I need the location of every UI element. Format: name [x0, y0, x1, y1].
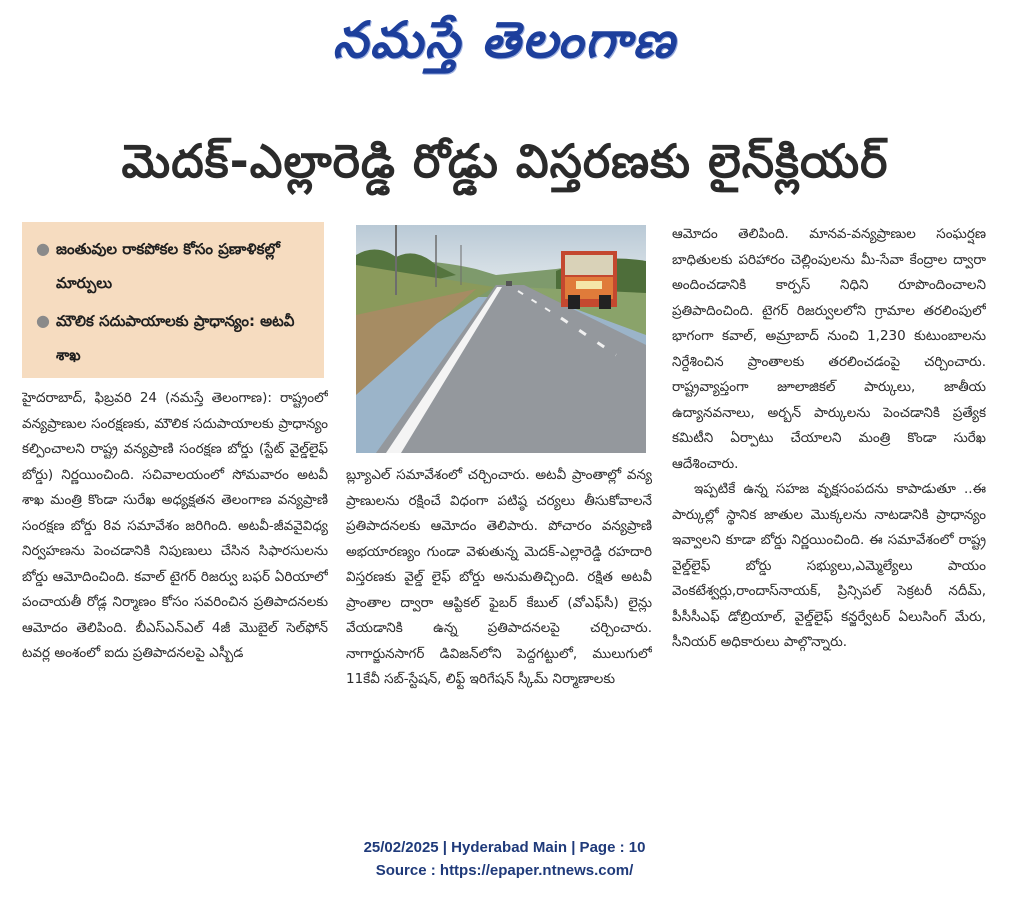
highlights-box	[22, 222, 324, 378]
article-column-1	[22, 386, 328, 806]
article-paragraph: ఆమోదం తెలిపింది. మానవ-వన్యప్రాణుల సంఘర్షణ బాధితులకు పరిహారం చెల్లింపులను మీ-సేవా కేంద్రాల ద్వారా అందించడానికి కార్పస్ నిధిని రూపొందించాలని ప్రతిపాదించింది. టైగర్ రిజర్వులలోని గ్రామాల తరలింపులో భాగంగా కవాల్, అమ్రాబాద్ నుంచి 1,230 కుటుంబాలను నిర్దేశించిన ప్రాంతాలకు తరలించడంపై చర్చించారు. రాష్ట్రవ్యాప్తంగా జూలాజికల్ పార్కులు, జాతీయ ఉద్యానవనాలు, అర్బన్ పార్కులను పెంచడానికి ప్రత్యేక కమిటీని ఏర్పాటు చేయాలని మంత్రి కొండా సురేఖ ఆదేశించారు.	[672, 226, 986, 472]
bullet-icon: ●	[36, 239, 50, 258]
article-headline: మెదక్-ఎల్లారెడ్డి రోడ్డు విస్తరణకు లైన్‌క్లియర్	[121, 134, 889, 188]
article-paragraph: హైదరాబాద్, ఫిబ్రవరి 24 (నమస్తే తెలంగాణ): రాష్ట్రంలో వన్యప్రాణుల సంరక్షణకు, మౌలిక సదుపాయాలకు ప్రాధాన్యం కల్పించాలని రాష్ట్ర వన్యప్రాణి సంరక్షణ బోర్డు (స్టేట్ వైల్డ్‌లైఫ్ బోర్డు) నిర్ణయించింది. సచివాలయంలో సోమవారం అటవీ శాఖ మంత్రి కొండా సురేఖ అధ్యక్షతన తెలంగాణ వన్యప్రాణి సంరక్షణ బోర్డు 8వ సమావేశం జరిగింది. అటవీ-జీవవైవిధ్య నిర్వహణను పెంచడానికి నిపుణులు చేసిన సిఫారసులను బోర్డు ఆమోదించింది. కవాల్ టైగర్ రిజర్వు బఫర్ ఏరియాలో పంచాయతీ రోడ్ల నిర్మాణం కోసం సవరించిన ప్రతిపాదనలకు ఆమోదం తెలిపింది. బీఎస్‌ఎన్‌ఎల్ 4జీ మొబైల్ సెల్‌ఫోన్ టవర్ల అంశంలో ఐదు ప్రతిపాదనలపై ఎస్బీడ	[22, 390, 328, 661]
article-paragraph: బ్ల్యూఎల్ సమావేశంలో చర్చించారు. అటవీ ప్రాంతాల్లో వన్య ప్రాణులను రక్షించే విధంగా పటిష్ఠ చర్యలు తీసుకోవాలనే ప్రతిపాదనలకు ఆమోదం తెలిపారు. పోచారం వన్యప్రాణి అభయారణ్యం గుండా వెళుతున్న మెదక్-ఎల్లారెడ్డి రహదారి విస్తరణకు వైల్డ్ లైఫ్ బోర్డు అనుమతిచ్చింది. రక్షిత అటవీ ప్రాంతాల ద్వారా ఆప్టికల్ ఫైబర్ కేబుల్ (వోఎఫ్‌సీ) లైన్లు వేయడానికి ఉన్న ప్రతిపాదనలపై చర్చించారు. నాగార్జునసాగర్ డివిజన్‌లోని పెద్దగట్టులో, ములుగులో 11కేవీ సబ్-స్టేషన్, లిఫ్ట్ ఇరిగేషన్ స్కీమ్ నిర్మాణాలకు	[346, 467, 652, 687]
highlight-item	[36, 232, 314, 300]
road-truck-photo	[356, 225, 646, 453]
highlight-text: జంతువుల రాకపోకల కోసం ప్రణాళికల్లో మార్పులు	[56, 240, 280, 292]
highlight-item	[36, 304, 314, 372]
article-column-2	[346, 463, 652, 806]
masthead-logo: నమస్తే తెలంగాణ	[332, 10, 677, 69]
footer-date-edition: 25/02/2025 | Hyderabad Main | Page : 10	[363, 839, 646, 856]
article-column-3	[672, 222, 986, 806]
bullet-icon: ●	[36, 311, 50, 330]
highlight-text: మౌలిక సదుపాయాలకు ప్రాధాన్యం: అటవీ శాఖ	[56, 312, 295, 364]
footer-source: Source : https://epaper.ntnews.com/	[375, 862, 634, 879]
article-paragraph: ఇప్పటికే ఉన్న సహజ వృక్షసంపదను కాపాడుతూ ..ఈ పార్కుల్లో స్థానిక జాతుల మొక్కలను నాటడానికి ప్రాధాన్యం ఇవ్వాలని కూడా బోర్డు నిర్ణయించింది. ఈ సమావేశంలో రాష్ట్ర వైల్డ్‌లైఫ్ బోర్డు సభ్యులు,ఎమ్మెల్యేలు పాయం వెంకటేశ్వర్లు,రాందాస్‌నాయక్, ప్రిన్సిపల్ సెక్రటరీ నదీమ్, పీసీసీఎఫ్ డోబ్రియాల్, వైల్డ్‌లైఫ్ కన్జర్వేటర్ ఏలుసింగ్ మేరు, సీనియర్ అధికారులు పాల్గొన్నారు.	[672, 481, 986, 650]
